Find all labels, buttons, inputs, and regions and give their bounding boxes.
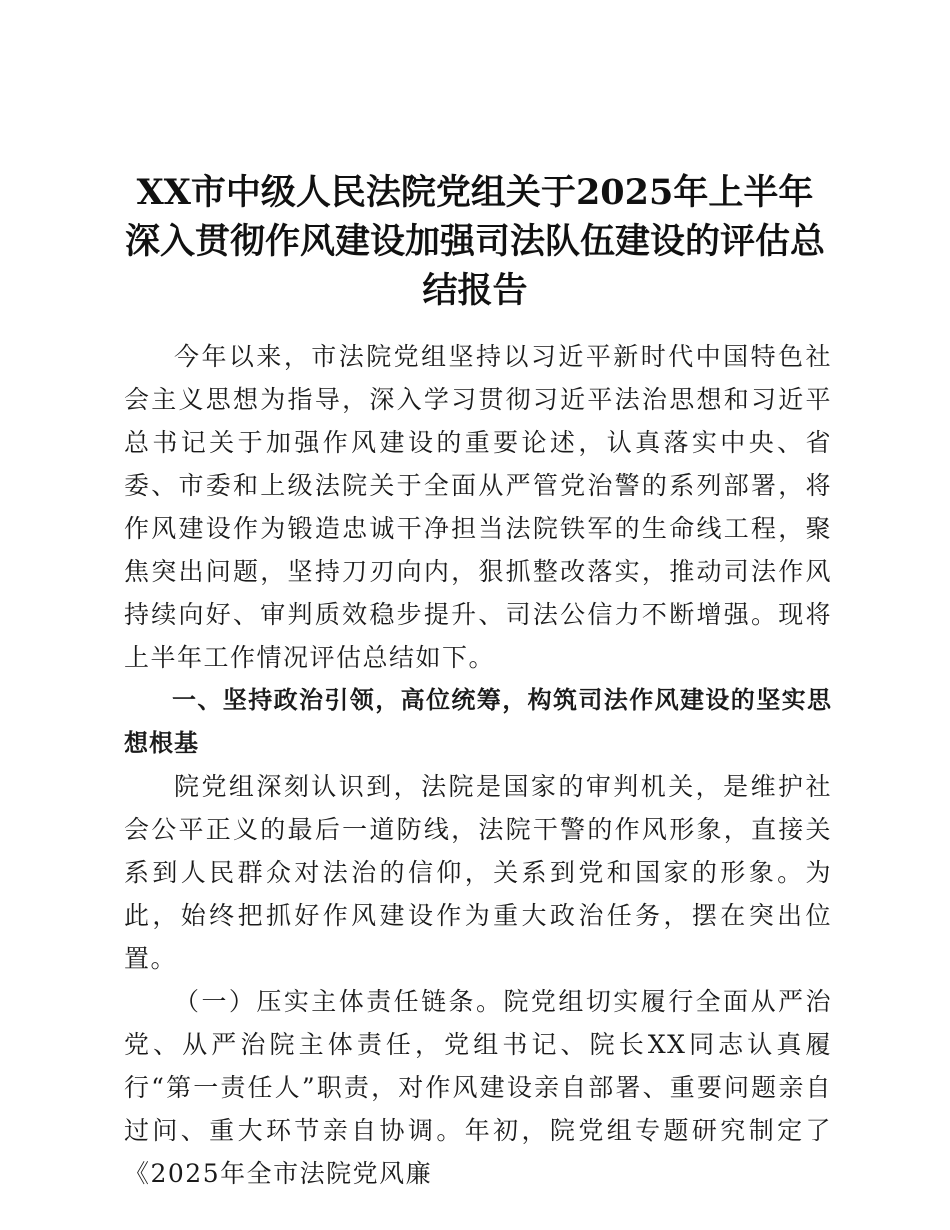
body-paragraph-2: 院党组深刻认识到，法院是国家的审判机关，是维护社会公平正义的最后一道防线，法院干警的作风形象，直接关系到人民群众对法治的信仰，关系到党和国家的形象。为此，始终把抓好作风建设作为重大政治任务，摆在突出位置。 (124, 772, 832, 973)
section-heading-1: 一、坚持政治引领，高位统筹，构筑司法作风建设的坚实思想根基 (124, 686, 832, 757)
document-body (124, 335, 832, 1195)
body-paragraph-3: （一）压实主体责任链条。院党组切实履行全面从严治党、从严治院主体责任，党组书记、院长XX同志认真履行“第一责任人”职责，对作风建设亲自部署、重要问题亲自过问、重大环节亲自协调。年初，院党组专题研究制定了《2025年全市法院党风廉 (124, 987, 832, 1188)
intro-paragraph: 今年以来，市法院党组坚持以习近平新时代中国特色社会主义思想为指导，深入学习贯彻习近平法治思想和习近平总书记关于加强作风建设的重要论述，认真落实中央、省委、市委和上级法院关于全面从严管党治警的系列部署，将作风建设作为锻造忠诚干净担当法院铁军的生命线工程，聚焦突出问题，坚持刀刃向内，狠抓整改落实，推动司法作风持续向好、审判质效稳步提升、司法公信力不断增强。现将上半年工作情况评估总结如下。 (124, 342, 832, 672)
document-title: XX市中级人民法院党组关于2025年上半年深入贯彻作风建设加强司法队伍建设的评估总结报告 (124, 172, 825, 311)
